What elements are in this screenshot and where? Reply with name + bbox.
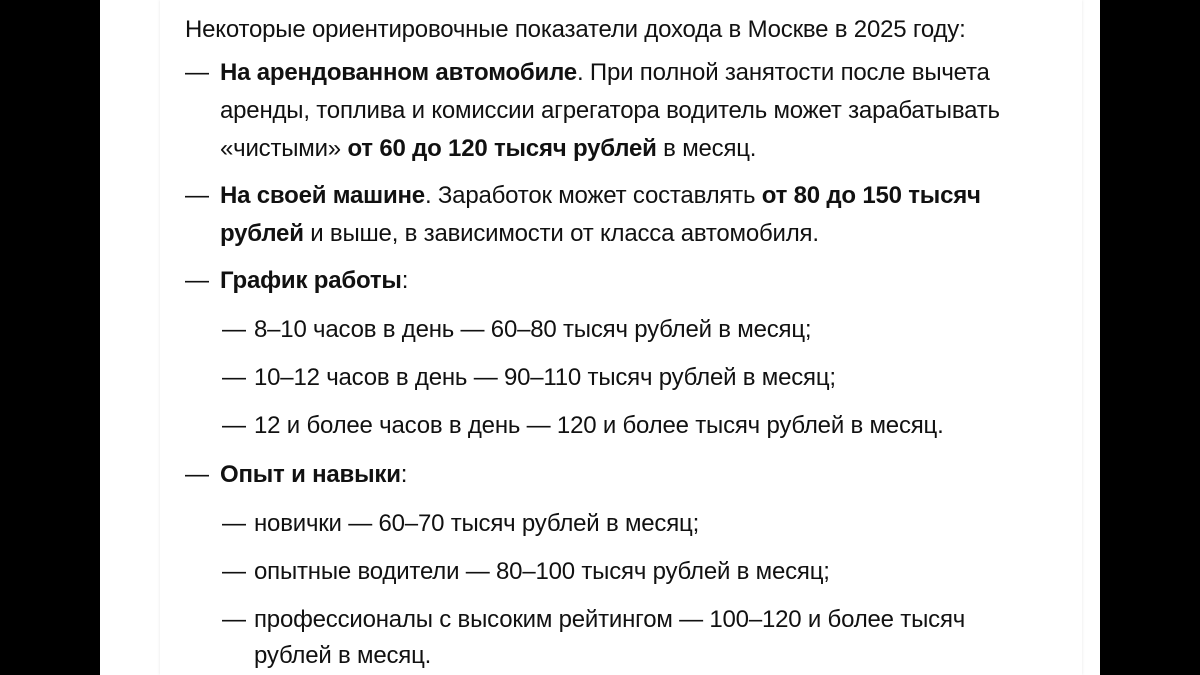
intro-text: Некоторые ориентировочные показатели дохода в Москве в 2025 году: xyxy=(185,16,966,43)
list-item-schedule xyxy=(185,262,1065,300)
dash-bullet: — xyxy=(185,267,209,294)
dash-bullet: — xyxy=(222,316,246,343)
item-heading: На своей машине xyxy=(220,182,425,209)
list-item-experience xyxy=(185,456,1065,494)
list-item-own-car xyxy=(185,177,1065,253)
dash-bullet: — xyxy=(185,59,209,86)
item-heading: На арендованном автомобиле xyxy=(220,59,577,86)
sub-list-item: — 10–12 часов в день — 90–110 тысяч рублей в месяц; xyxy=(222,360,1065,396)
article-card xyxy=(160,0,1082,675)
income-range: от 60 до 120 тысяч рублей xyxy=(347,135,657,162)
dash-bullet: — xyxy=(222,510,246,537)
article-content xyxy=(185,12,1065,675)
dash-bullet: — xyxy=(185,461,209,488)
item-heading: График работы xyxy=(220,267,402,294)
list-item-text: На своей машине. Заработок может составлять от 80 до 150 тысяч рублей и выше, в зависимости от класса автомобиля. xyxy=(220,182,981,247)
income-range: от 80 до 150 тысяч рублей xyxy=(220,182,981,247)
experience-sublist xyxy=(185,506,1065,674)
dash-bullet: — xyxy=(222,412,246,439)
dash-bullet: — xyxy=(222,364,246,391)
list-item-rented-car xyxy=(185,54,1065,168)
screenshot-frame xyxy=(100,0,1100,675)
schedule-sublist xyxy=(185,312,1065,444)
dash-bullet: — xyxy=(222,558,246,585)
sub-list-item: — 8–10 часов в день — 60–80 тысяч рублей в месяц; xyxy=(222,312,1065,348)
sub-list-item: — профессионалы с высоким рейтингом — 100–120 и более тысяч рублей в месяц. xyxy=(222,602,1065,674)
sub-list-item: — опытные водители — 80–100 тысяч рублей в месяц; xyxy=(222,554,1065,590)
item-heading: Опыт и навыки xyxy=(220,461,401,488)
sub-list-item: — новички — 60–70 тысяч рублей в месяц; xyxy=(222,506,1065,542)
list-item-text: График работы: xyxy=(220,267,409,294)
dash-bullet: — xyxy=(185,182,209,209)
list-item-text: На арендованном автомобиле. При полной занятости после вычета аренды, топлива и комиссии агрегатора водитель может зарабатывать «чистыми» от 60 до 120 тысяч рублей в месяц. xyxy=(220,59,1000,162)
list-item-text: Опыт и навыки: xyxy=(220,461,408,488)
dash-bullet: — xyxy=(222,606,246,633)
sub-list-item: — 12 и более часов в день — 120 и более тысяч рублей в месяц. xyxy=(222,408,1065,444)
